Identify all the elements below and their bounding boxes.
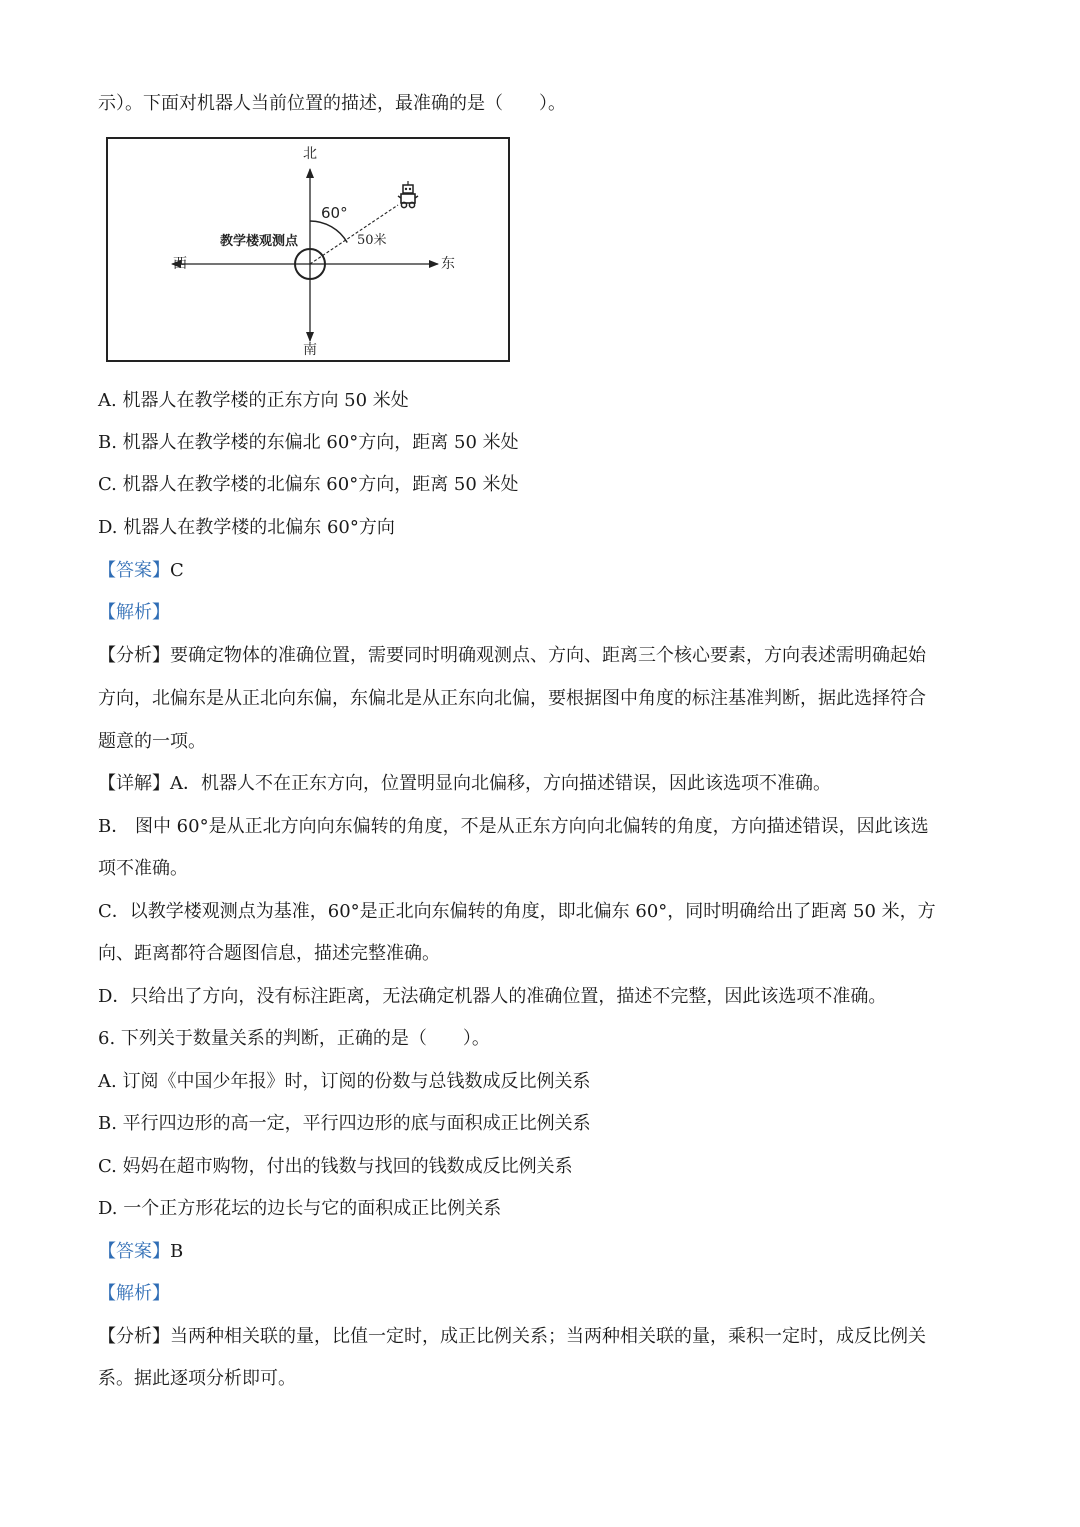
q5-option-a: A. 机器人在教学楼的正东方向 50 米处 [98,390,409,411]
q5-option-d: D. 机器人在教学楼的北偏东 60°方向 [98,517,395,538]
q5-stem-tail: 示）。下面对机器人当前位置的描述，最准确的是（ ）。 [98,93,566,114]
answer-value: C [170,560,184,581]
q6-option-c: C. 妈妈在超市购物，付出的钱数与找回的钱数成反比例关系 [98,1156,573,1177]
q5-answer [98,559,184,583]
observation-point-label: 教学楼观测点 [220,234,299,249]
q5-option-c: C. 机器人在教学楼的北偏东 60°方向，距离 50 米处 [98,474,519,495]
q6-answer [98,1240,183,1264]
q6-option-b: B. 平行四边形的高一定，平行四边形的底与面积成正比例关系 [98,1113,591,1134]
xiangjie-text: A．机器人不在正东方向，位置明显向北偏移，方向描述错误，因此该选项不准确。 [170,773,831,794]
fenxi-tag: 【分析】 [98,1326,170,1347]
q6-option-d: D. 一个正方形花坛的边长与它的面积成正比例关系 [98,1198,502,1219]
north-label: 北 [303,146,317,162]
fenxi-text: 当两种相关联的量，比值一定时，成正比例关系；当两种相关联的量，乘积一定时，成反比例关 [170,1326,926,1347]
q5-xiangjie-line-2: B． 图中 60°是从正北方向向东偏转的角度，不是从正东方向向北偏转的角度，方向描述错误，因此该选 [98,816,929,837]
fenxi-text: 要确定物体的准确位置，需要同时明确观测点、方向、距离三个核心要素，方向表述需明确起始 [170,645,926,666]
q6-stem: 6. 下列关于数量关系的判断，正确的是（ ）。 [98,1028,490,1049]
east-label: 东 [441,256,455,272]
q5-fenxi-line-3: 题意的一项。 [98,731,206,752]
q5-option-b: B. 机器人在教学楼的东偏北 60°方向，距离 50 米处 [98,432,519,453]
south-label: 南 [303,342,317,358]
q5-xiangjie-line-6: D．只给出了方向，没有标注距离，无法确定机器人的准确位置，描述不完整，因此该选项不准确。 [98,986,887,1007]
answer-value: B [170,1241,184,1262]
distance-label: 50米 [357,233,387,248]
west-label: 西 [173,256,187,272]
q5-analysis-tag: 【解析】 [98,602,170,623]
angle-arc [310,221,347,243]
q5-xiangjie-line-4: C．以教学楼观测点为基准，60°是正北向东偏转的角度，即北偏东 60°，同时明确给出了距离 50 米，方 [98,901,936,922]
robot-icon [398,181,418,208]
compass-diagram [108,139,508,360]
q5-xiangjie-line-5: 向、距离都符合题图信息，描述完整准确。 [98,943,440,964]
q6-fenxi-line-1 [98,1325,926,1349]
xiangjie-tag: 【详解】 [98,773,170,794]
q6-analysis-tag: 【解析】 [98,1283,170,1304]
direction-figure [106,137,510,362]
answer-tag: 【答案】 [98,1241,170,1262]
q5-fenxi-line-1 [98,644,926,668]
q5-xiangjie-line-3: 项不准确。 [98,858,188,879]
fenxi-tag: 【分析】 [98,645,170,666]
q5-fenxi-line-2: 方向，北偏东是从正北向东偏，东偏北是从正东向北偏，要根据图中角度的标注基准判断，据此选择符合 [98,688,926,709]
angle-label: 60° [321,204,348,222]
answer-tag: 【答案】 [98,560,170,581]
q5-xiangjie-line-1 [98,772,831,796]
q6-option-a: A. 订阅《中国少年报》时，订阅的份数与总钱数成反比例关系 [98,1071,591,1092]
q6-fenxi-line-2: 系。据此逐项分析即可。 [98,1368,296,1389]
